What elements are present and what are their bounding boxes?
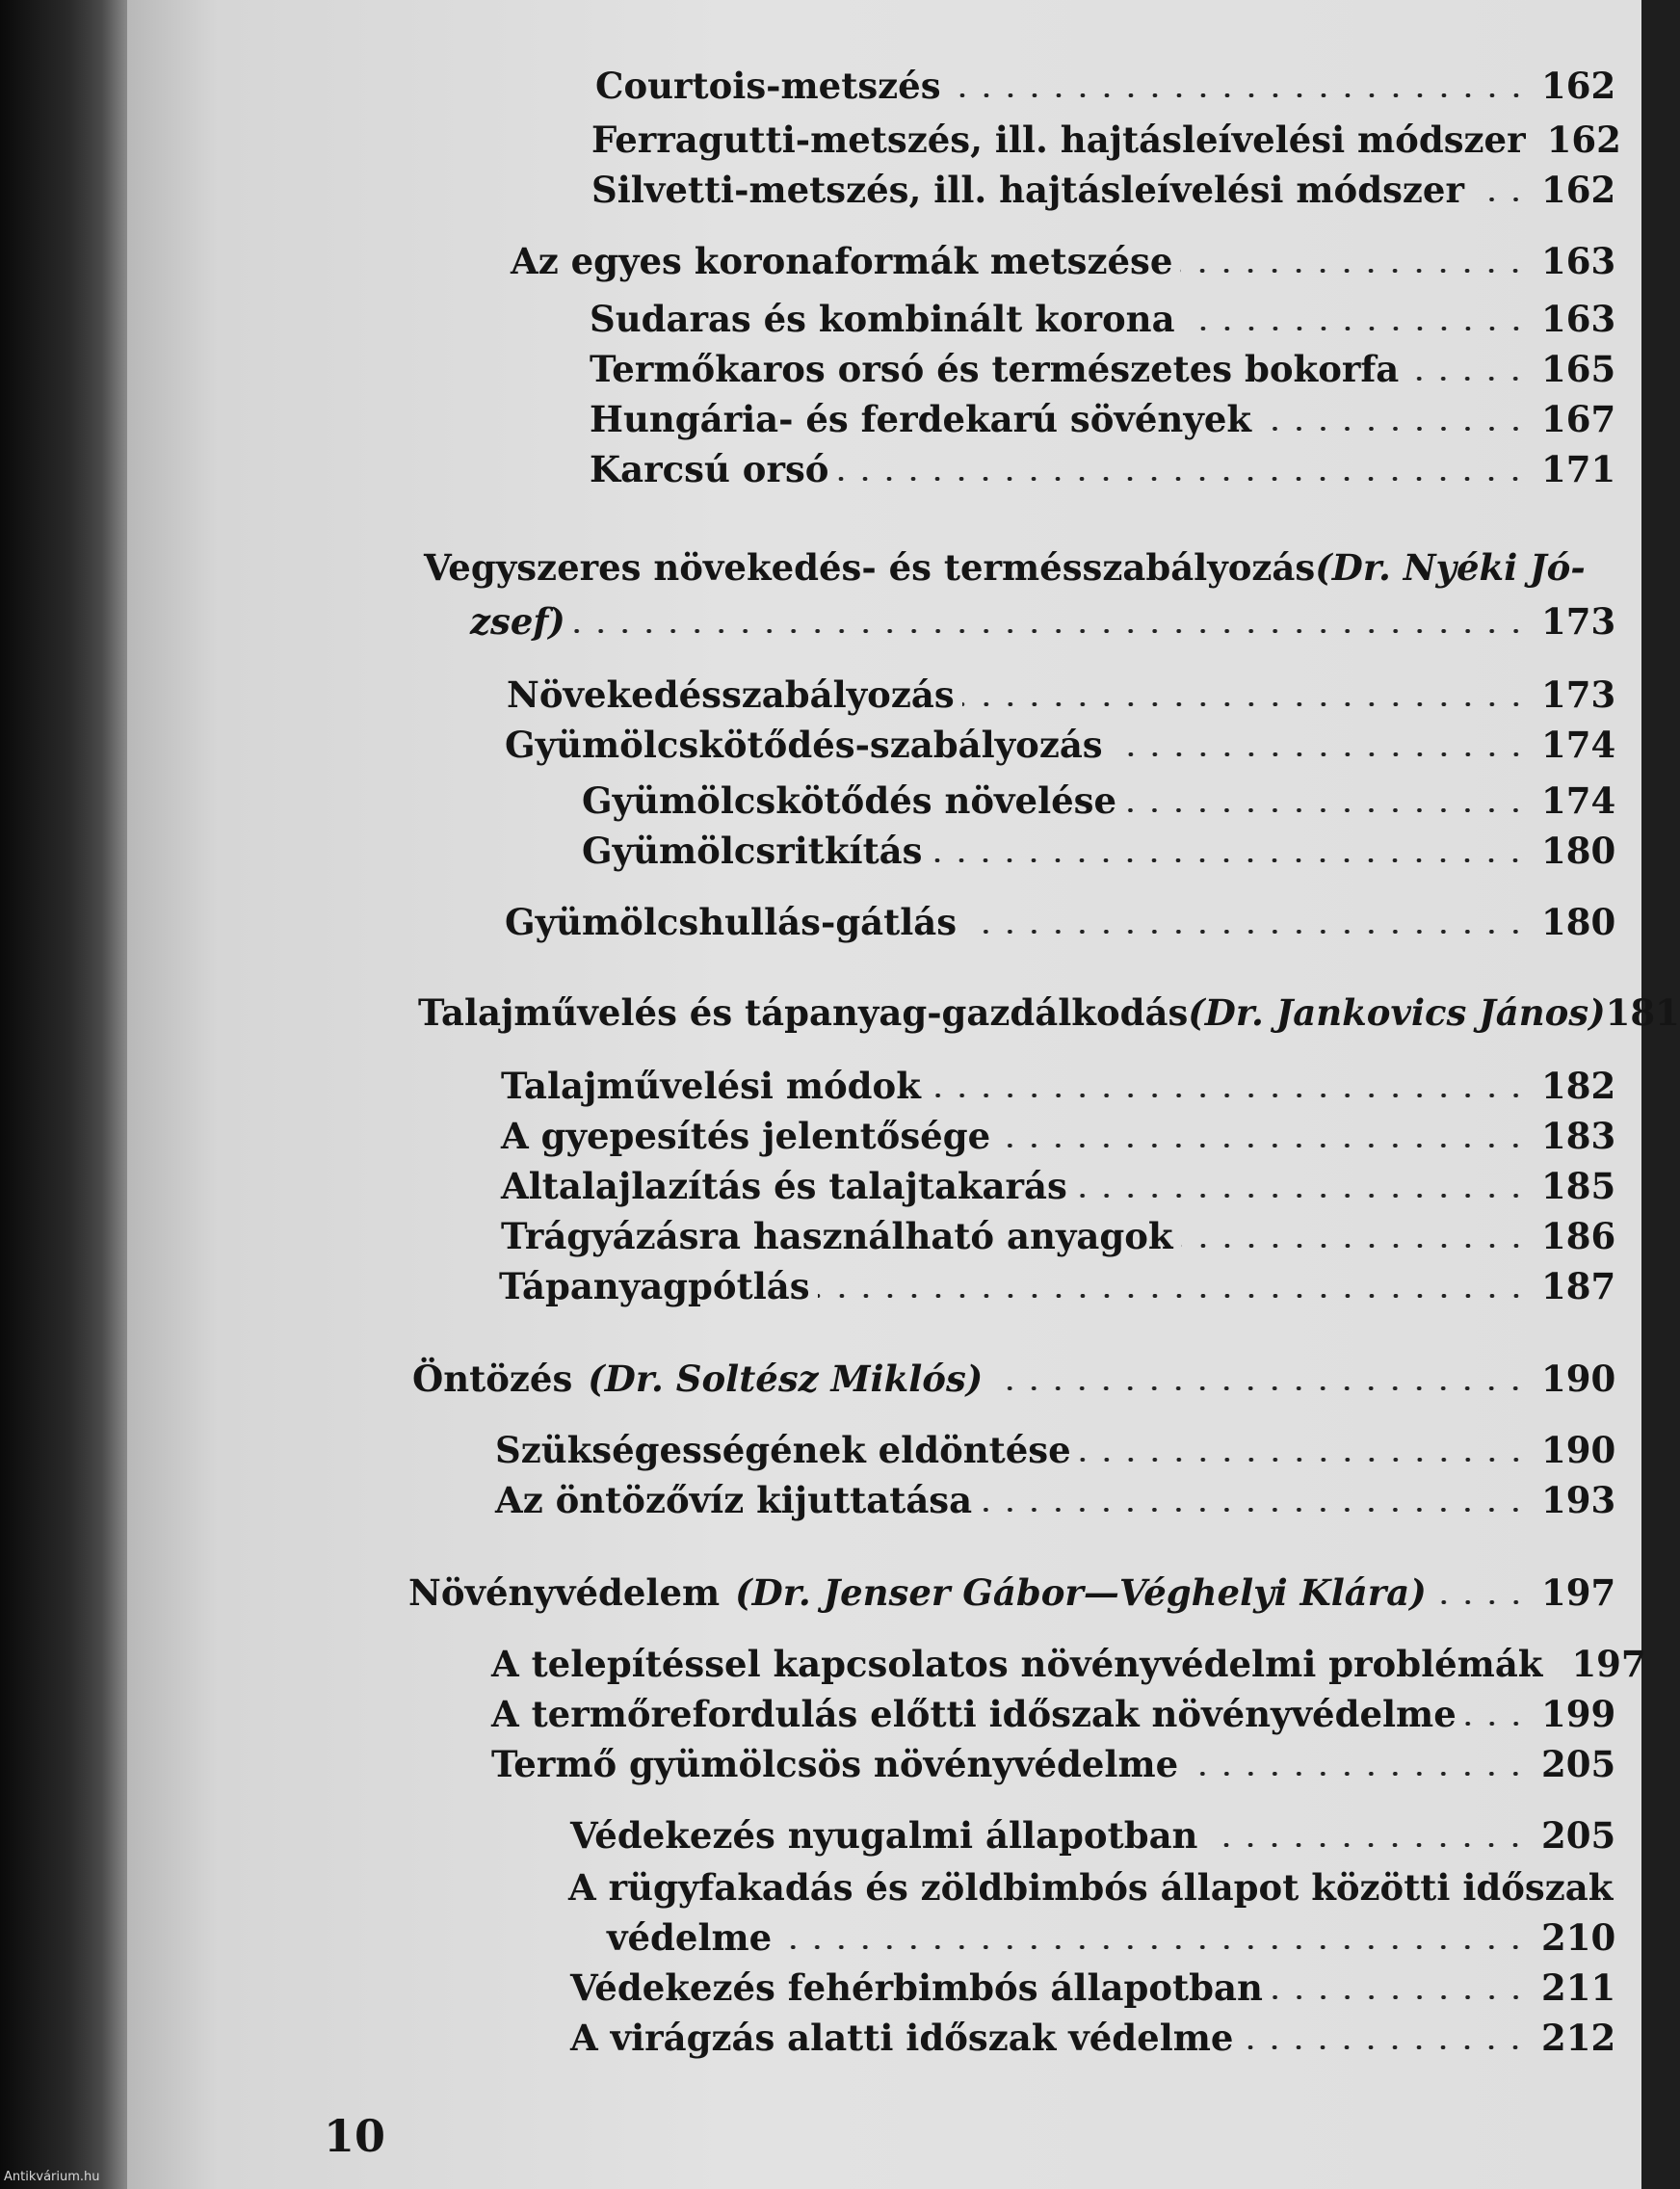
toc-entry-page: 211	[1541, 1966, 1616, 2009]
dot-leader	[573, 629, 1528, 633]
toc-chapter-author: (Dr. Jenser Gábor—Véghelyi Klára)	[735, 1571, 1427, 1614]
toc-entry-page: 186	[1541, 1215, 1616, 1257]
toc-entry	[570, 1806, 1616, 1857]
toc-chapter-title: Vegyszeres növekedés- és termésszabályozás	[424, 546, 1316, 589]
toc-section	[505, 715, 1616, 766]
dot-leader	[1271, 1995, 1528, 1999]
toc-entry-title: Hungária- és ferdekarú sövények	[590, 398, 1251, 440]
dot-leader	[998, 1144, 1528, 1147]
toc-entry-page: 180	[1541, 830, 1616, 872]
toc-entry-title: Talajművelési módok	[501, 1065, 921, 1107]
toc-entry	[590, 439, 1616, 490]
toc-section	[507, 665, 1616, 716]
toc-entry	[582, 821, 1616, 872]
dot-leader	[1180, 269, 1528, 273]
toc-entry-title: A telepítéssel kapcsolatos növényvédelmi problémák	[491, 1643, 1543, 1685]
toc-entry-title: Sudaras és kombinált korona	[590, 298, 1175, 340]
toc-entry-title: Gyümölcskötődés növelése	[582, 779, 1117, 822]
dot-leader	[980, 1508, 1528, 1512]
toc-section	[491, 1734, 1616, 1785]
toc-chapter-title: Öntözés	[412, 1358, 573, 1400]
dot-leader	[949, 93, 1528, 97]
toc-entry-title: Termőkaros orsó és természetes bokorfa	[590, 348, 1400, 390]
toc-entry-page: 190	[1541, 1358, 1616, 1400]
toc-entry	[591, 110, 1621, 161]
toc-entry-page: 174	[1541, 724, 1616, 766]
toc-section	[491, 1634, 1646, 1685]
toc-entry-page: 190	[1541, 1429, 1616, 1471]
toc-entry-title: Védekezés nyugalmi állapotban	[570, 1814, 1198, 1857]
dot-leader	[990, 1386, 1528, 1390]
toc-entry-page: 182	[1541, 1065, 1616, 1107]
toc-entry-title: Gyümölcshullás-gátlás	[505, 901, 958, 943]
dot-leader	[1241, 2045, 1528, 2049]
toc-chapter-title-line	[424, 546, 1605, 589]
toc-entry-title: Növekedésszabályozás	[507, 673, 955, 716]
toc-entry-page: 183	[1541, 1115, 1616, 1157]
toc-entry-page: 205	[1541, 1814, 1616, 1857]
toc-entry-title: Gyümölcsritkítás	[582, 830, 923, 872]
toc-entry	[570, 1958, 1616, 2009]
dot-leader	[818, 1294, 1528, 1298]
dot-leader	[1464, 1722, 1528, 1726]
toc-entry-page: 199	[1541, 1693, 1616, 1735]
toc-entry	[590, 389, 1616, 440]
toc-chapter-continuation	[470, 592, 1616, 643]
toc-section	[491, 1684, 1616, 1735]
toc-entry	[595, 56, 1616, 107]
dot-leader	[1259, 427, 1528, 431]
toc-entry-title: védelme	[607, 1916, 773, 1959]
toc-entry-title: Karcsú orsó	[590, 448, 829, 490]
toc-entry	[582, 771, 1616, 822]
dot-leader	[1434, 1600, 1528, 1604]
toc-entry-title: Silvetti-metszés, ill. hajtásleívelési módszer	[591, 169, 1464, 211]
toc-section	[501, 1206, 1616, 1257]
toc-entry-page: 165	[1541, 348, 1616, 390]
toc-entry	[590, 339, 1616, 390]
watermark: Antikvárium.hu	[4, 2170, 100, 2184]
dot-leader	[930, 858, 1528, 862]
toc-entry	[590, 289, 1616, 340]
toc-chapter-author: (Dr. Soltész Miklós)	[588, 1358, 984, 1400]
toc-section	[495, 1470, 1616, 1521]
toc-entry-page: 162	[1541, 65, 1616, 107]
toc-section	[495, 1420, 1616, 1471]
dot-leader	[1406, 377, 1528, 381]
toc-entry-title-justified	[491, 1643, 1571, 1685]
dot-leader	[1181, 1244, 1528, 1248]
toc-entry	[568, 1858, 1614, 1909]
dot-leader	[779, 1945, 1528, 1949]
toc-entry-title: Termő gyümölcsös növényvédelme	[491, 1743, 1179, 1785]
dot-leader	[1079, 1458, 1528, 1462]
toc-entry-page: 171	[1541, 448, 1616, 490]
toc-section	[501, 1156, 1616, 1207]
toc-chapter	[408, 1563, 1616, 1614]
toc-chapter	[424, 538, 1605, 589]
toc-entry-page: 205	[1541, 1743, 1616, 1785]
toc-entry-page: 162	[1541, 169, 1616, 211]
toc-chapter-author: (Dr. Nyéki Jó-	[1315, 546, 1586, 589]
toc-entry-page: 197	[1571, 1643, 1646, 1685]
dot-leader	[836, 477, 1528, 481]
toc-entry-title: Szükségességének eldöntése	[495, 1429, 1071, 1471]
toc-chapter	[412, 1349, 1616, 1400]
dot-leader	[1186, 1772, 1528, 1776]
toc-entry-continuation	[607, 1908, 1616, 1959]
toc-entry-title: Az egyes koronaformák metszése	[511, 240, 1173, 282]
toc-section	[501, 1056, 1616, 1107]
dot-leader	[1075, 1194, 1528, 1198]
toc-entry-page: 163	[1541, 298, 1616, 340]
dot-leader	[1124, 808, 1528, 812]
toc-section	[511, 231, 1616, 282]
toc-entry-title: Gyümölcskötődés-szabályozás	[505, 724, 1103, 766]
toc-entry-page: 167	[1541, 398, 1616, 440]
toc-entry	[591, 160, 1616, 211]
toc-entry-page: 173	[1541, 673, 1616, 716]
toc-entry-title: Altalajlazítás és talajtakarás	[501, 1165, 1067, 1207]
toc-entry-page: 212	[1541, 2017, 1616, 2059]
toc-chapter-author: zsef)	[470, 600, 565, 643]
toc-entry-page: 174	[1541, 779, 1616, 822]
toc-entry-page: 187	[1541, 1265, 1616, 1307]
toc-entry-title: A gyepesítés jelentősége	[501, 1115, 991, 1157]
dot-leader	[1111, 752, 1528, 756]
toc-entry-page: 185	[1541, 1165, 1616, 1207]
dot-leader	[1205, 1843, 1528, 1847]
toc-entry-title: Az öntözővíz kijuttatása	[495, 1479, 973, 1521]
toc-entry	[570, 2008, 1616, 2059]
page-number: 10	[324, 2110, 386, 2162]
toc-entry-page: 210	[1541, 1916, 1616, 1959]
toc-chapter-title: Növényvédelem	[408, 1571, 721, 1614]
toc-entry-title: A virágzás alatti időszak védelme	[570, 2017, 1234, 2059]
toc-entry-title: Tápanyagpótlás	[499, 1265, 810, 1307]
toc-chapter-author: (Dr. Jankovics János)	[1188, 991, 1606, 1034]
dot-leader	[962, 702, 1528, 706]
toc-entry-page: 180	[1541, 901, 1616, 943]
toc-section	[499, 1256, 1616, 1307]
toc-section	[505, 892, 1616, 943]
toc-entry-page: 197	[1541, 1571, 1616, 1614]
toc-entry-page: 163	[1541, 240, 1616, 282]
toc-section	[501, 1106, 1616, 1157]
toc-entry-title: Courtois-metszés	[595, 65, 941, 107]
toc-entry-page: 162	[1546, 119, 1621, 161]
toc-entry-title: A termőrefordulás előtti időszak növényvédelme	[491, 1693, 1457, 1735]
toc-entry-title: Ferragutti-metszés, ill. hajtásleívelési módszer	[591, 119, 1526, 161]
toc-chapter-title: Talajművelés és tápanyag-gazdálkodás	[418, 991, 1189, 1034]
dot-leader	[1472, 198, 1528, 201]
toc-entry-title: A rügyfakadás és zöldbimbós állapot közötti időszak	[568, 1866, 1614, 1909]
dot-leader	[929, 1094, 1528, 1097]
toc-entry-page: 181	[1605, 991, 1680, 1034]
toc-entry-title: Trágyázásra használható anyagok	[501, 1215, 1173, 1257]
dot-leader	[964, 930, 1528, 934]
toc-chapter	[418, 983, 1680, 1034]
dot-leader	[1183, 327, 1528, 330]
toc-entry-page: 193	[1541, 1479, 1616, 1521]
toc-entry-title: Védekezés fehérbimbós állapotban	[570, 1966, 1263, 2009]
toc-entry-page: 173	[1541, 600, 1616, 643]
